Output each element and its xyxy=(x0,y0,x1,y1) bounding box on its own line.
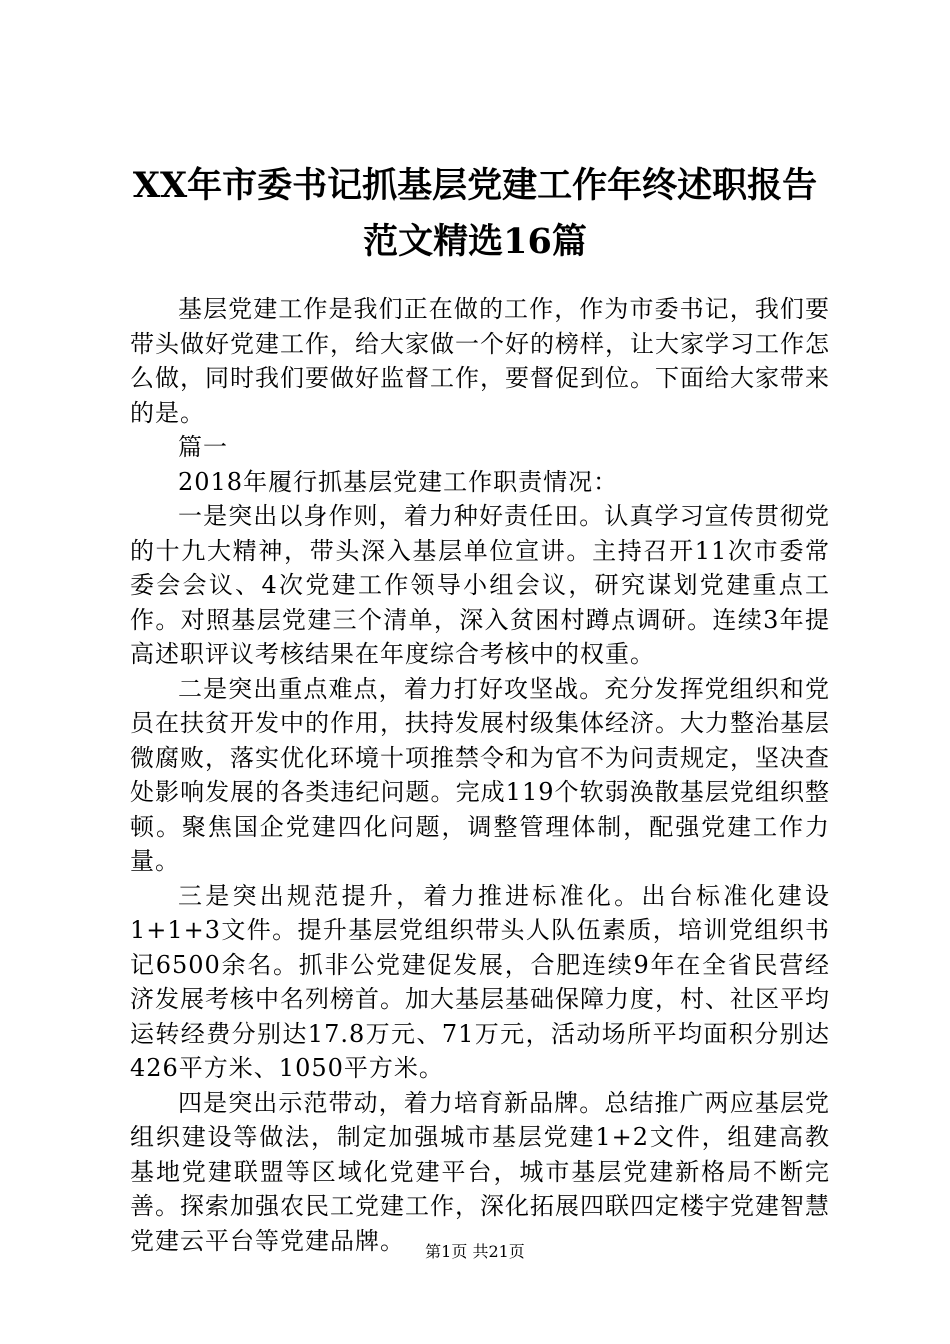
section-subheading: 2018年履行抓基层党建工作职责情况： xyxy=(178,467,619,496)
document-title-line-2: 范文精选16篇 xyxy=(363,221,587,262)
document-title-line-1: XX年市委书记抓基层党建工作年终述职报告 xyxy=(132,165,818,206)
paragraph-item-1: 一是突出以身作则，着力种好责任田。认真学习宣传贯彻党的十九大精神，带头深入基层单位宣讲。主持召开11次市委常委会会议、4次党建工作领导小组会议，研究谋划党建重点工作。对照基层党建三个清单，深入贫困村蹲点调研。连续3年提高述职评议考核结果在年度综合考核中的权重。 xyxy=(130,502,830,668)
page-footer: 第1页 共21页 xyxy=(425,1242,525,1261)
intro-paragraph: 基层党建工作是我们正在做的工作，作为市委书记，我们要带头做好党建工作，给大家做一个好的榜样，让大家学习工作怎么做，同时我们要做好监督工作，要督促到位。下面给大家带来的是。 xyxy=(130,295,830,427)
paragraph-item-4: 四是突出示范带动，着力培育新品牌。总结推广两应基层党组织建设等做法，制定加强城市基层党建1+2文件，组建高教基地党建联盟等区域化党建平台，城市基层党建新格局不断完善。探索加强农民工党建工作，深化拓展四联四定楼宇党建智慧党建云平台等党建品牌。 xyxy=(130,1088,830,1255)
paragraph-item-2: 二是突出重点难点，着力打好攻坚战。充分发挥党组织和党员在扶贫开发中的作用，扶持发展村级集体经济。大力整治基层微腐败，落实优化环境十项推禁令和为官不为问责规定，坚决查处影响发展的各类违纪问题。完成119个软弱涣散基层党组织整顿。聚焦国企党建四化问题，调整管理体制，配强党建工作力量。 xyxy=(130,674,830,875)
section-heading: 篇一 xyxy=(178,433,228,461)
document-body xyxy=(130,292,830,1258)
paragraph-item-3: 三是突出规范提升，着力推进标准化。出台标准化建设1+1+3文件。提升基层党组织带头人队伍素质，培训党组织书记6500余名。抓非公党建促发展，合肥连续9年在全省民营经济发展考核中名列榜首。加大基层基础保障力度，村、社区平均运转经费分别达17.8万元、71万元，活动场所平均面积分别达426平方米、1050平方米。 xyxy=(130,881,830,1082)
